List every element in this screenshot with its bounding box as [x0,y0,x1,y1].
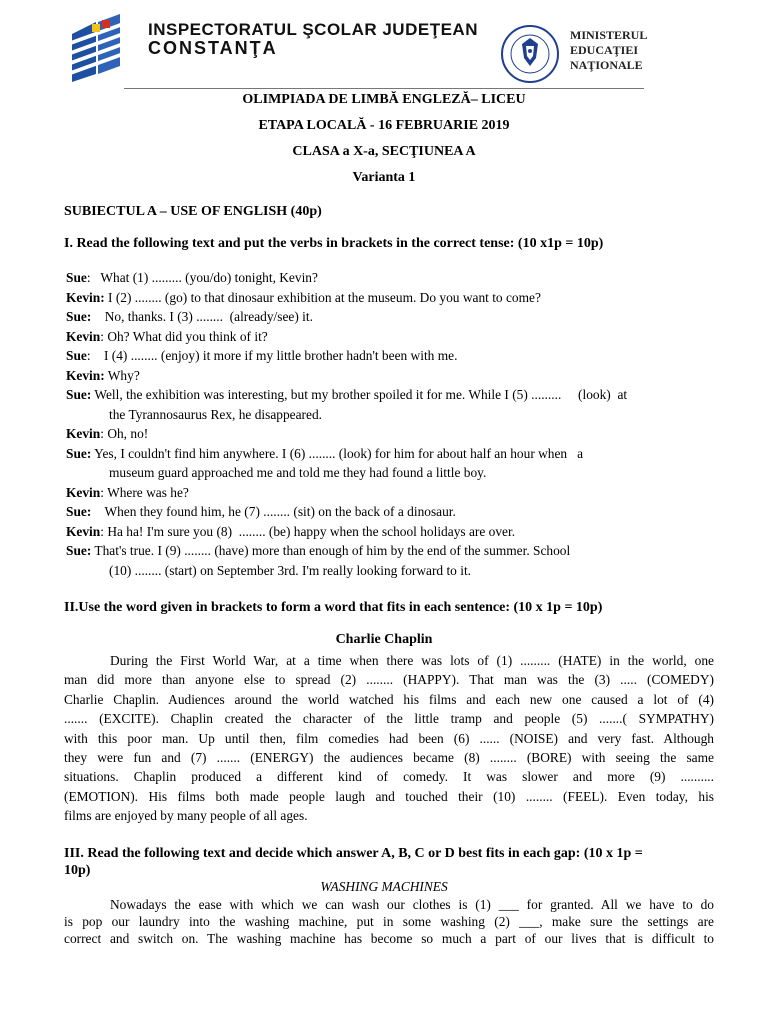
dialogue-line: the Tyrannosaurus Rex, he disappeared. [109,406,323,422]
paragraph-line: correct and switch on. The washing machine has become so much a part of our lives that is difficult to [64,931,714,946]
subject-heading: SUBIECTUL A – USE OF ENGLISH (40p) [64,204,322,219]
dialogue-line: Sue: I (4) ........ (enjoy) it more if my little brother hadn't been with me. [66,348,458,363]
dialogue-line: Kevin: Oh? What did you think of it? [66,328,268,344]
dialogue-line: Sue: Yes, I couldn't find him anywhere. I (6) ........ (look) for him for about half an hour when a [66,445,584,461]
dialogue-line: Sue: That's true. I (9) ........ (have) more than enough of him by the end of the summer. School [66,543,571,558]
stage-date: ETAPA LOCALĂ - 16 FEBRUARIE 2019 [258,118,510,133]
government-seal-icon [500,24,560,84]
paragraph-line: (EMOTION). His films both made people laugh and touched their (10) ........ (FEEL). Even today, his [64,788,714,804]
paragraph-line: ....... (EXCITE). Chaplin created the character of the little tramp and people (5) .......( SYMPATHY) [64,711,714,727]
paragraph-line: films are enjoyed by many people of all ages. [64,808,308,824]
paragraph-line: Nowadays the ease with which we can wash our clothes is (1) ___ for granted. All we have to do [110,897,714,912]
inspectorate-county: CONSTANŢA [148,38,278,58]
olympiad-title: OLIMPIADA DE LIMBĂ ENGLEZĂ– LICEU [242,92,526,107]
ministry-name [570,28,647,73]
header-divider [124,88,644,89]
dialogue-text [66,268,726,580]
dialogue-line: Kevin: Oh, no! [66,426,149,441]
paragraph-line: Charlie Chaplin. Audiences around the world watched his films and each new one caused a lot of (4) [64,691,714,707]
dialogue-line: Sue: When they found him, he (7) ........ (sit) on the back of a dinosaur. [66,504,456,519]
ministry-line: NAŢIONALE [570,58,643,72]
dialogue-line: Kevin: Where was he? [66,484,189,500]
paragraph-line: situations. Chaplin produced a different kind of comedy. It was slower and more (9) .......... [64,769,714,785]
inspectorate-logo-icon [68,14,140,82]
section3-paragraph [64,896,714,947]
paragraph-line: they were fun and (7) ....... (ENERGY) the audiences became (8) ........ (BORE) with seeing the same [64,749,714,765]
section2-title: Charlie Chaplin [335,632,433,647]
section3-heading-cont: 10p) [64,863,91,878]
section3-heading: III. Read the following text and decide which answer A, B, C or D best fits in each gap: (10 x 1p = [64,846,643,861]
dialogue-line: (10) ........ (start) on September 3rd. I'm really looking forward to it. [109,562,472,578]
dialogue-line: Sue: What (1) ......... (you/do) tonight, Kevin? [66,270,318,285]
paragraph-line: During the First World War, at a time when there was lots of (1) ......... (HATE) in the world, one [110,653,714,668]
section3-title: WASHING MACHINES [320,879,448,894]
paragraph-line: with this poor man. Up until then, film comedies had been (6) ...... (NOISE) and very fast. Although [64,730,714,746]
dialogue-line: Kevin: Ha ha! I'm sure you (8) ........ (be) happy when the school holidays are over. [66,523,516,539]
ministry-line: MINISTERUL [570,28,648,42]
section2-paragraph [64,651,714,826]
dialogue-line: museum guard approached me and told me they had found a little boy. [109,465,487,480]
dialogue-line: Kevin: Why? [66,367,140,383]
variant-label: Varianta 1 [352,170,416,185]
section1-heading: I. Read the following text and put the verbs in brackets in the correct tense: (10 x1p = 10p) [64,236,604,251]
paragraph-line: man did more than anyone else to spread (2) ........ (HAPPY). That man was the (3) ..... (COMEDY) [64,672,714,688]
dialogue-line: Sue: No, thanks. I (3) ........ (already/see) it. [66,309,313,324]
inspectorate-name: INSPECTORATUL ŞCOLAR JUDEŢEAN [148,20,478,39]
section2-heading: II.Use the word given in brackets to form a word that fits in each sentence: (10 x 1p = 10p) [64,600,603,615]
dialogue-line: Sue: Well, the exhibition was interesting, but my brother spoiled it for me. While I (5) ......... (look) at [66,387,628,402]
ministry-line: EDUCAŢIEI [570,43,639,57]
class-section: CLASA a X-a, SECŢIUNEA A [292,144,476,159]
paragraph-line: is pop our laundry into the washing machine, put in some washing (2) ___, make sure the settings are [64,914,714,929]
dialogue-line: Kevin: I (2) ........ (go) to that dinosaur exhibition at the museum. Do you want to come? [66,289,541,305]
